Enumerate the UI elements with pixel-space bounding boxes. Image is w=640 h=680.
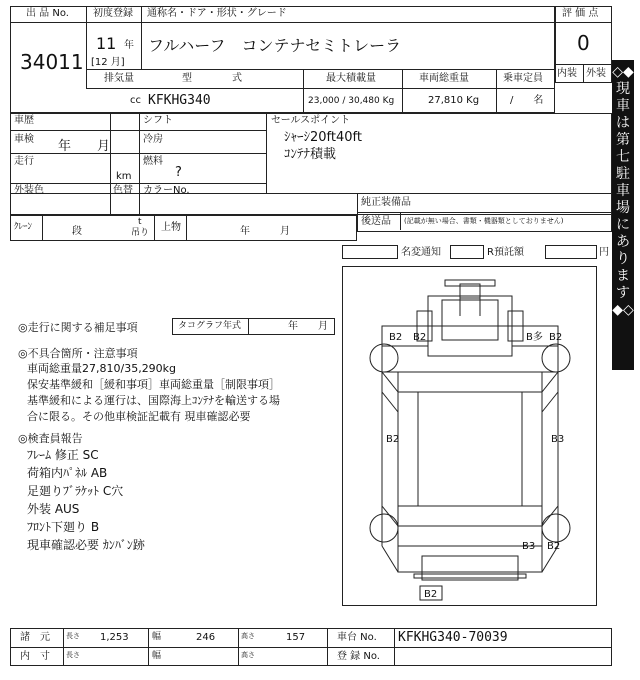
- displacement-label: 排気量: [104, 73, 134, 84]
- first-reg-label: 初度登録: [93, 8, 133, 19]
- inspector-line-6: 現車確認必要 ｶﾝﾊﾞﾝ跡: [27, 538, 145, 552]
- interior-dims-label: 内 寸: [20, 651, 50, 662]
- sales-point-label: セールスポイント: [271, 115, 351, 126]
- crane-hoist: 吊り: [131, 228, 150, 238]
- damage-rear: B2: [424, 589, 438, 600]
- recycle-amount-box[interactable]: [545, 245, 597, 259]
- defect-line-3: 基準緩和による運行は、国際海上ｺﾝﾃﾅを輸送する場: [27, 394, 280, 407]
- inspection-value: 年 月: [58, 139, 111, 154]
- damage-middle-right: B3: [551, 434, 565, 445]
- running-title: ◎走行に関する補足事項: [18, 321, 138, 334]
- tacho-value: 年 月: [288, 321, 328, 332]
- inspector-line-5: ﾌﾛﾝﾄ下廻り B: [27, 520, 100, 534]
- genuine-equip-label: 純正装備品: [361, 197, 411, 208]
- defect-line-1: 車両総重量27,810/35,290kg: [27, 362, 177, 375]
- dims-label: 諸 元: [20, 632, 50, 643]
- delivery-label: 後送品: [361, 216, 391, 227]
- sales-point-2: ｺﾝﾃﾅ積載: [284, 147, 337, 162]
- lot-label: 出 品 No.: [26, 8, 69, 19]
- capacity-label: 乗車定員: [503, 73, 543, 84]
- interior-width-label: 幅: [152, 651, 162, 661]
- length-value: 1,253: [100, 632, 129, 643]
- ext-color-label: 外装色: [14, 185, 44, 196]
- lot-number: 34011: [20, 50, 84, 74]
- fuel-label: 燃料: [143, 156, 163, 167]
- inspector-line-1: ﾌﾚｰﾑ 修正 SC: [27, 448, 99, 462]
- inspector-title: ◎検査員報告: [18, 432, 83, 445]
- damage-front-left-inner: B2: [413, 332, 427, 343]
- model-type: KFKHG340: [148, 93, 211, 108]
- damage-front-right-outer: B2: [549, 332, 563, 343]
- year-unit: 年: [124, 40, 134, 51]
- tacho-label: タコグラフ年式: [178, 321, 242, 331]
- upper-value: 年 月: [240, 226, 290, 237]
- gross-weight: 27,810 Kg: [428, 95, 480, 106]
- grade-label: 評 価 点: [562, 8, 599, 19]
- damage-middle-left: B2: [386, 434, 400, 445]
- damage-rear-right-inner: B3: [522, 541, 536, 552]
- length-label: 長さ: [66, 632, 80, 640]
- first-reg-year: 11: [96, 34, 117, 53]
- model-name: フルハーフ コンテナセミトレーラ: [148, 36, 402, 55]
- name-change-checkbox[interactable]: [342, 245, 398, 259]
- grade-value: 0: [577, 31, 590, 55]
- reg-label: 登 録 No.: [337, 651, 380, 662]
- width-label: 幅: [152, 632, 162, 642]
- exterior-grade-label: 外装: [586, 68, 606, 79]
- fuel-value: ?: [175, 165, 182, 180]
- height-label: 高さ: [241, 632, 255, 640]
- max-load: 23,000 / 30,480 Kg: [308, 96, 395, 106]
- cc-unit: cc: [130, 95, 141, 106]
- km-unit: km: [116, 171, 132, 182]
- ac-label: 冷房: [143, 134, 163, 145]
- name-change-label: 名変通知: [401, 247, 441, 258]
- defect-line-4: 合に限る。その他車検証記載有 現車確認必要: [27, 410, 251, 423]
- upper-label: 上物: [161, 222, 181, 233]
- model-name-label: 通称名・ドア・形状・グレード: [147, 8, 287, 19]
- name-change-box[interactable]: [450, 245, 484, 259]
- damage-rear-right-outer: B2: [547, 541, 561, 552]
- inspector-line-3: 足廻りﾌﾞﾗｹｯﾄ C穴: [27, 484, 124, 498]
- color-no-label: カラーNo.: [143, 185, 190, 196]
- gross-weight-label: 車両総重量: [419, 73, 469, 84]
- side-banner: [612, 60, 634, 370]
- mileage-label: 走行: [14, 156, 34, 167]
- damage-front-left-outer: B2: [389, 332, 403, 343]
- chassis-label: 車台 No.: [337, 632, 377, 643]
- max-load-label: 最大積載量: [326, 73, 376, 84]
- crane-steps: 段: [72, 226, 82, 237]
- sales-point-1: ｼｬｰｼ20ft40ft: [284, 130, 362, 145]
- defects-title: ◎不具合箇所・注意事項: [18, 347, 138, 360]
- defect-line-2: 保安基準緩和［緩和事項］車両総重量［制限事項］: [27, 378, 280, 391]
- crane-row: [10, 215, 357, 241]
- inspector-line-2: 荷箱内ﾊﾟﾈﾙ AB: [27, 466, 108, 480]
- inspector-line-4: 外装 AUS: [27, 502, 80, 516]
- delivery-note: (記載が無い場合、書類・機器類としておりません): [404, 217, 564, 225]
- inspection-label: 車検: [14, 134, 34, 145]
- shift-label: シフト: [143, 115, 173, 126]
- yen-unit: 円: [599, 247, 609, 258]
- interior-grade-label: 内装: [557, 68, 577, 79]
- height-value: 157: [286, 632, 306, 643]
- crane-ton-unit: t: [138, 217, 142, 227]
- color-change-label: 色替: [113, 185, 133, 196]
- side-banner-text: ◇◆現車は第七駐車場にあります◆◇: [612, 64, 634, 318]
- interior-length-label: 長さ: [66, 651, 80, 659]
- chassis-number: KFKHG340-70039: [398, 630, 508, 645]
- damage-front-right-inner: B多: [526, 332, 543, 343]
- recycle-label: R預託額: [487, 247, 524, 258]
- capacity: / 名: [510, 95, 544, 106]
- history-label: 車歴: [14, 115, 34, 126]
- model-type-label: 型 式: [182, 73, 242, 84]
- width-value: 246: [196, 632, 216, 643]
- first-reg-month: [12 月]: [91, 57, 125, 68]
- interior-height-label: 高さ: [241, 651, 255, 659]
- details-frame: [10, 113, 612, 215]
- crane-label: ｸﾚｰﾝ: [14, 222, 33, 232]
